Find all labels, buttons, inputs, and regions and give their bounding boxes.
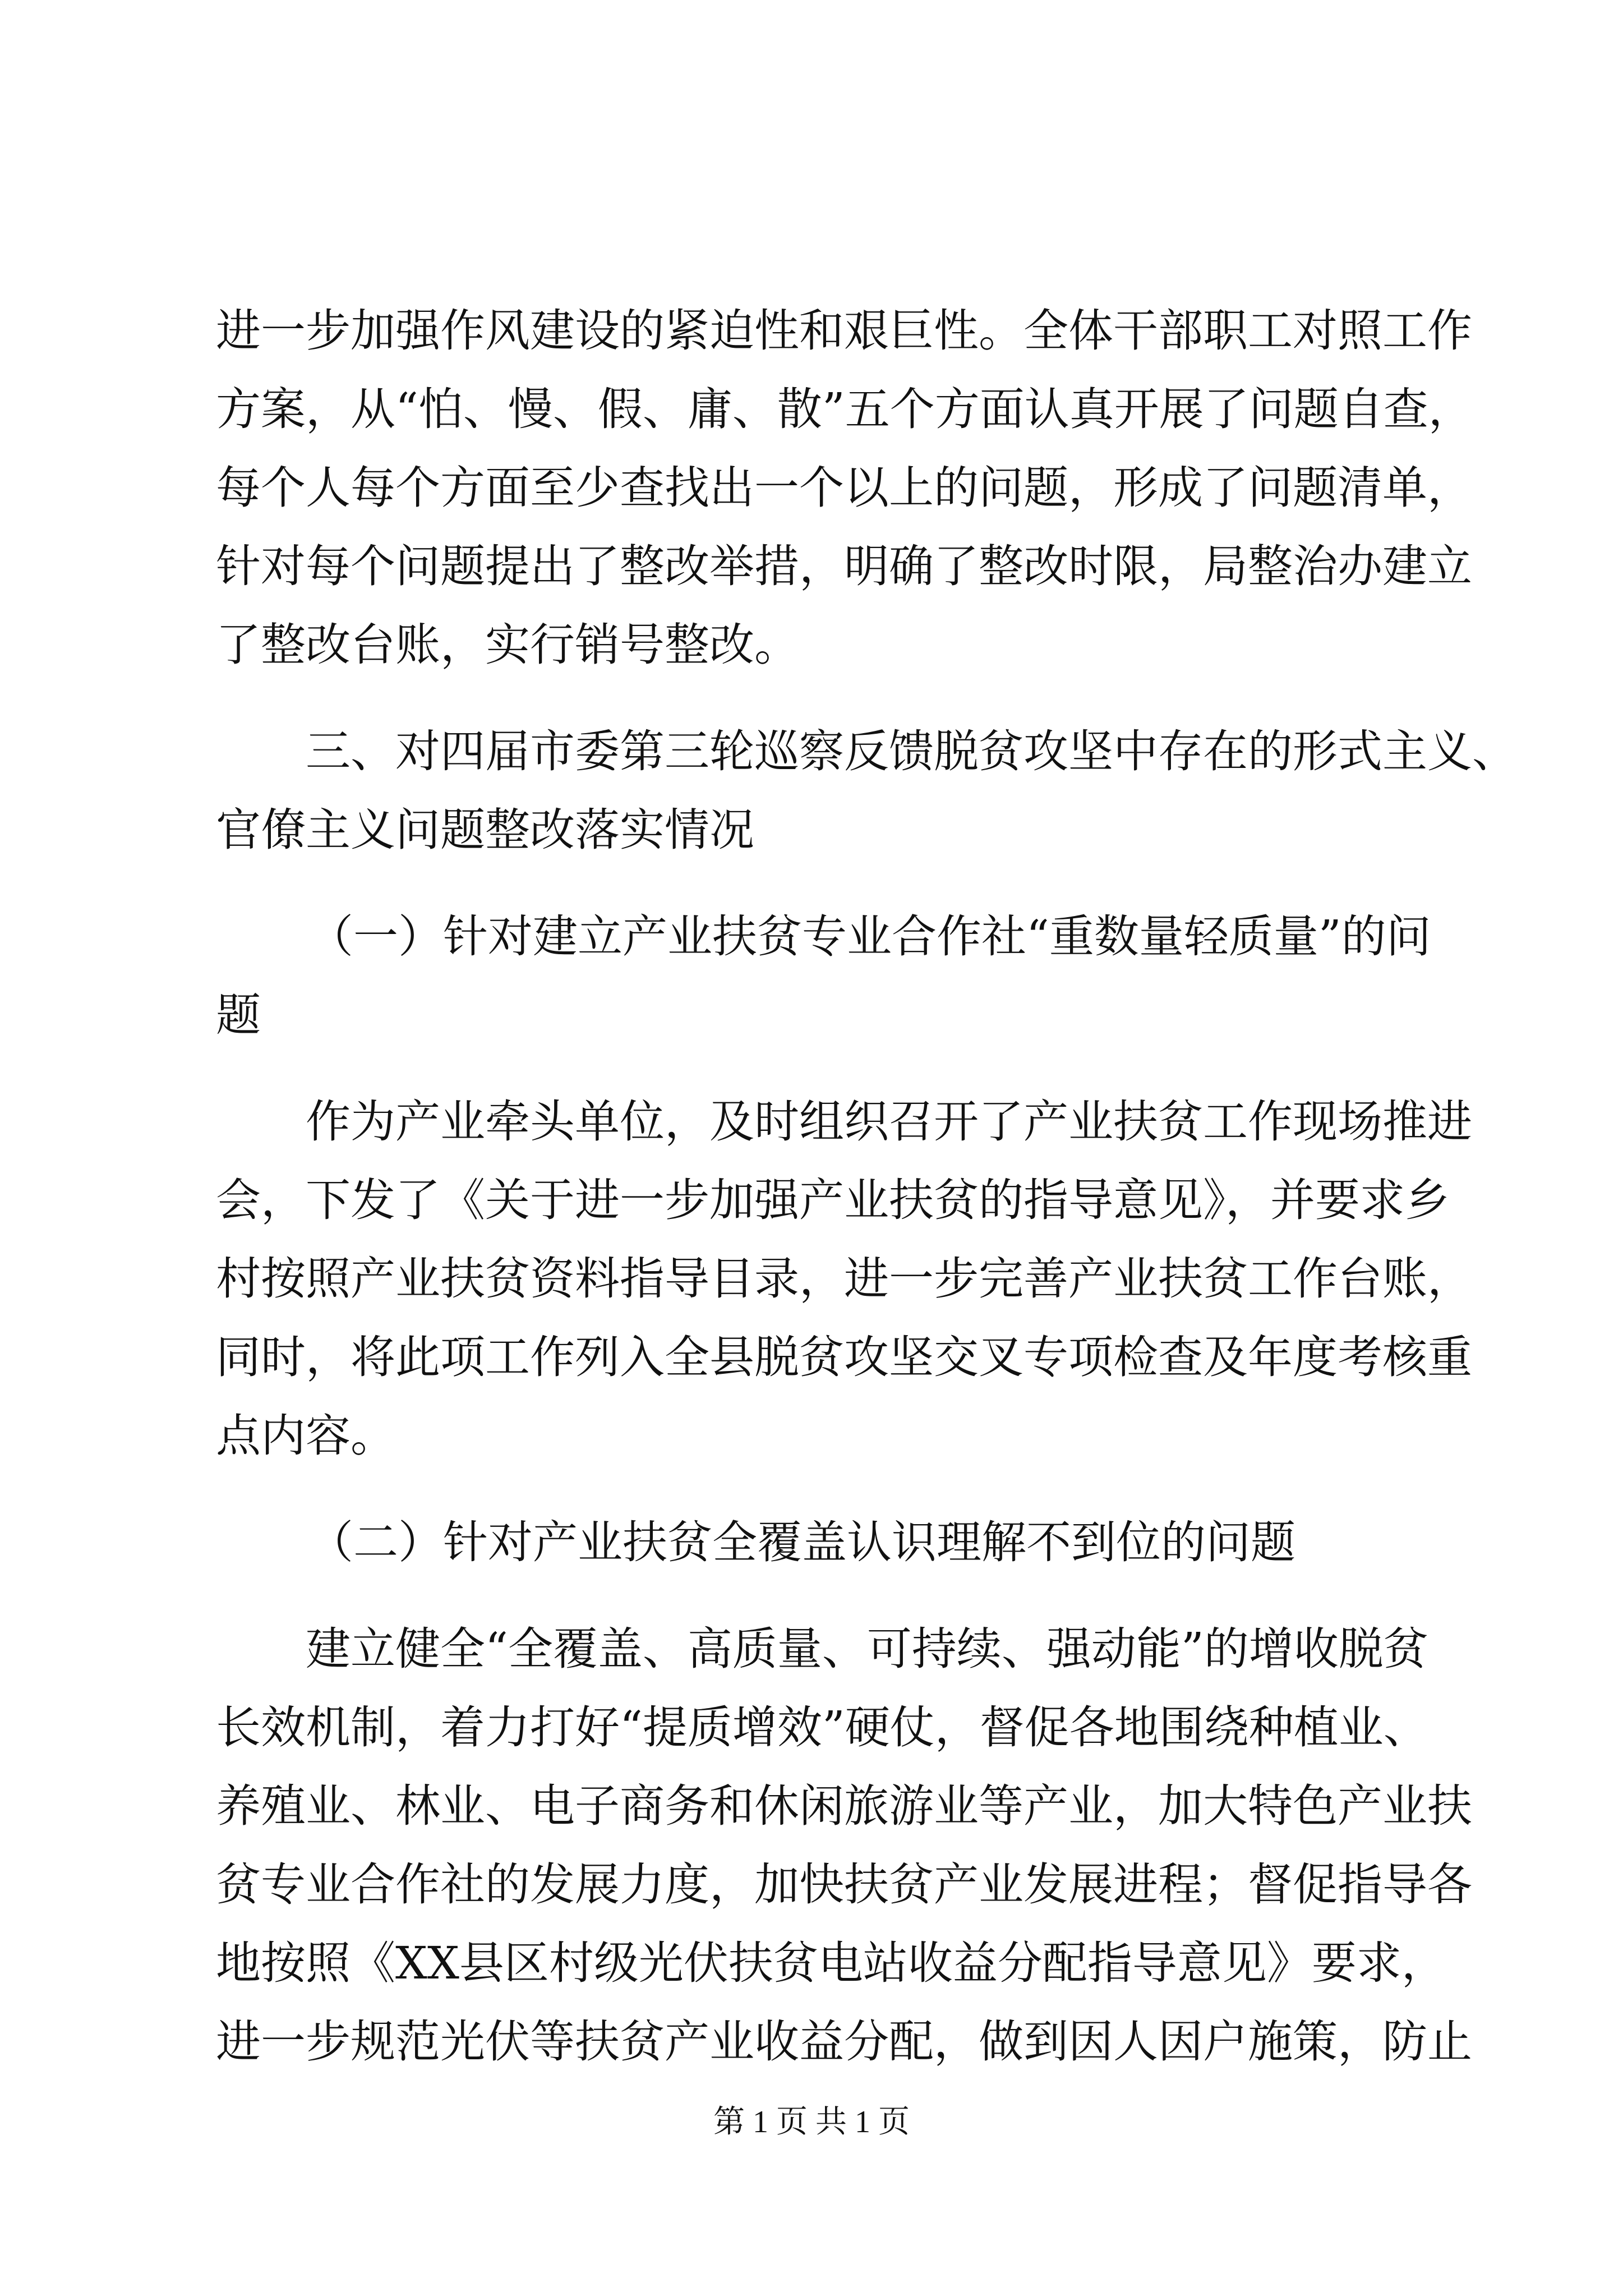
paragraph-line: 方案，从“怕、慢、假、庸、散”五个方面认真开展了问题自查， [216, 383, 1473, 435]
paragraph-line: 养殖业、林业、电子商务和休闲旅游业等产业，加大特色产业扶 [216, 1780, 1472, 1832]
section-heading: 三、对四届市委第三轮巡察反馈脱贫攻坚中存在的形式主义、 [306, 725, 1517, 777]
section-heading-continued: 官僚主义问题整改落实情况 [216, 804, 754, 856]
paragraph-line: 针对每个问题提出了整改举措，明确了整改时限，局整治办建立 [216, 540, 1472, 592]
paragraph-line: 同时，将此项工作列入全县脱贫攻坚交叉专项检查及年度考核重 [216, 1331, 1472, 1383]
paragraph-line: 会，下发了《关于进一步加强产业扶贫的指导意见》，并要求乡 [216, 1174, 1450, 1226]
paragraph-line: 进一步规范光伏等扶贫产业收益分配，做到因人因户施策，防止 [216, 2016, 1472, 2068]
page-footer: 第 1 页 共 1 页 [713, 2105, 910, 2139]
paragraph-line: 了整改台账，实行销号整改。 [216, 619, 799, 671]
paragraph-line: 点内容。 [216, 1410, 395, 1462]
paragraph-line: 地按照《XX县区村级光伏扶贫电站收益分配指导意见》要求， [216, 1937, 1446, 1989]
paragraph-line: 每个人每个方面至少查找出一个以上的问题，形成了问题清单， [216, 462, 1472, 514]
subsection-heading: （二）针对产业扶贫全覆盖认识理解不到位的问题 [308, 1516, 1295, 1568]
paragraph-line: 长效机制，着力打好“提质增效”硬仗，督促各地围绕种植业、 [216, 1701, 1428, 1754]
subsection-heading-continued: 题 [216, 989, 261, 1041]
paragraph-line: 作为产业牵头单位，及时组织召开了产业扶贫工作现场推进 [306, 1096, 1472, 1148]
paragraph-line: 贫专业合作社的发展力度，加快扶贫产业发展进程；督促指导各 [216, 1858, 1472, 1911]
paragraph-line: 进一步加强作风建设的紧迫性和艰巨性。全体干部职工对照工作 [216, 305, 1472, 357]
paragraph-line: 村按照产业扶贫资料指导目录，进一步完善产业扶贫工作台账， [216, 1253, 1472, 1305]
subsection-heading: （一）针对建立产业扶贫专业合作社“重数量轻质量”的问 [308, 910, 1431, 963]
paragraph-line: 建立健全“全覆盖、高质量、可持续、强动能”的增收脱贫 [306, 1623, 1428, 1675]
